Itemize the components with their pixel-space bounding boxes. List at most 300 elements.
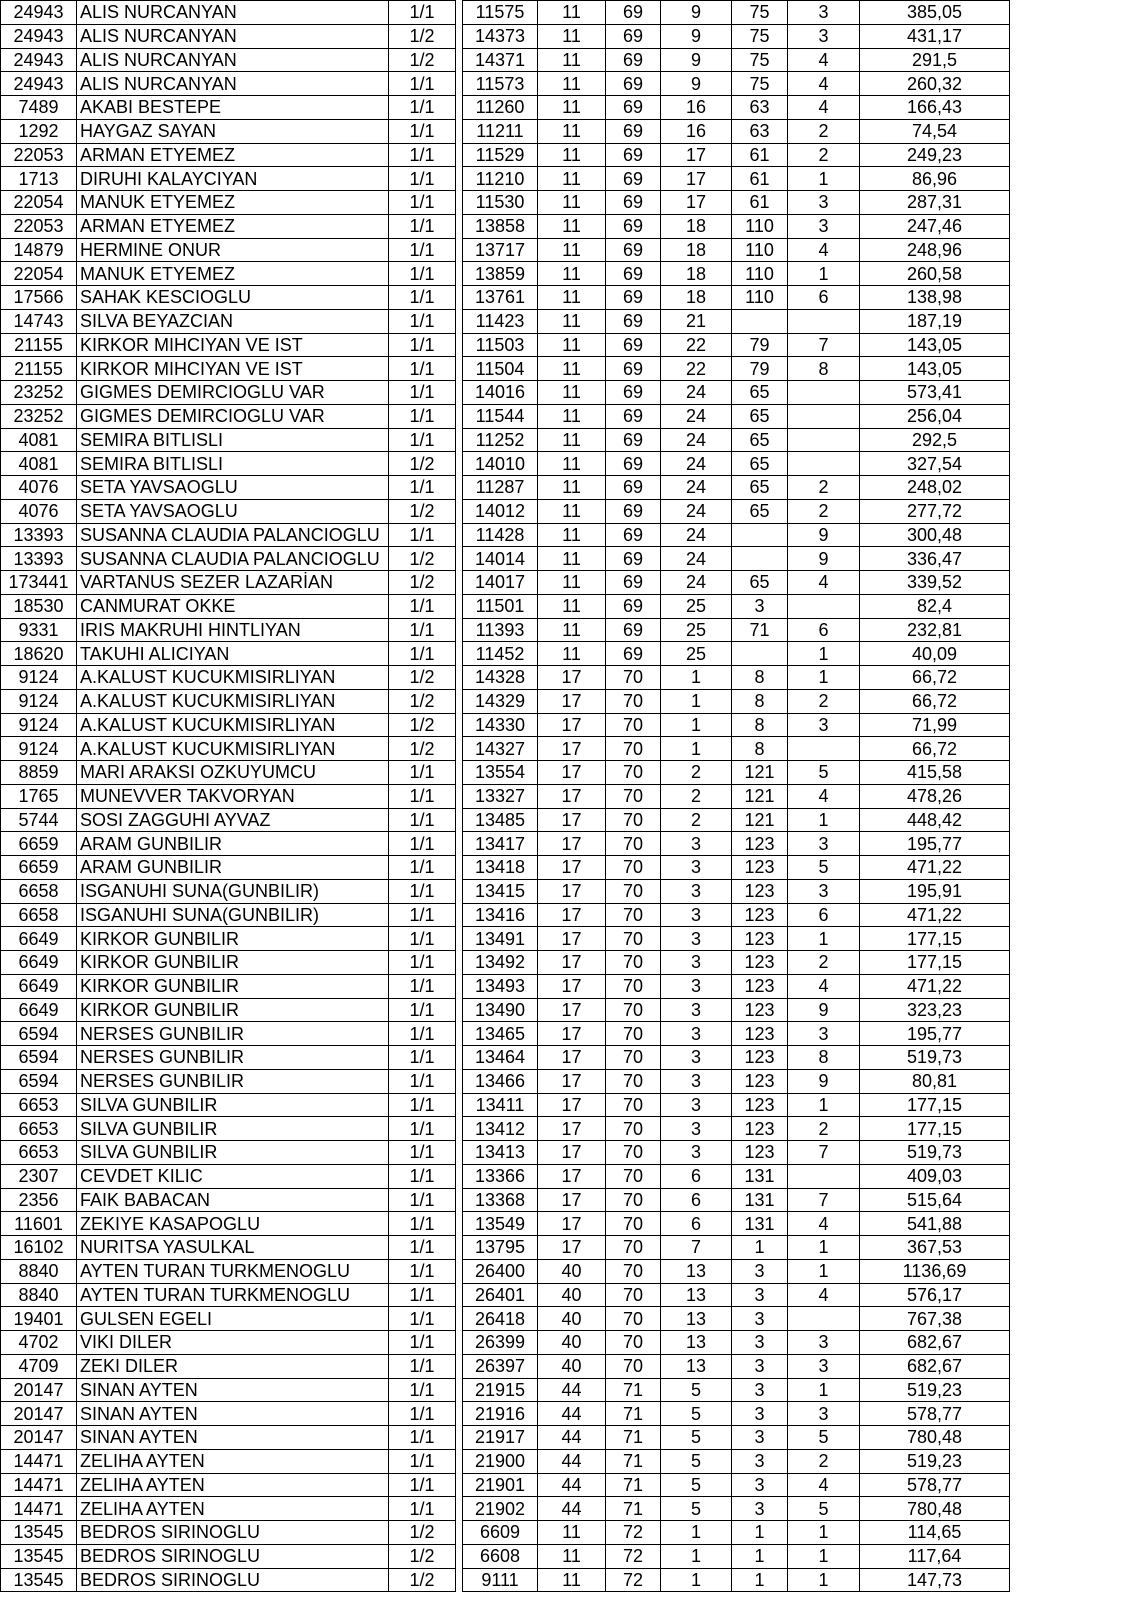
lot-cell: 123: [732, 832, 788, 856]
spacer-cell: [456, 642, 463, 666]
id-cell: 9124: [1, 666, 77, 690]
block-cell: 11: [538, 452, 606, 476]
spacer-cell: [456, 1544, 463, 1568]
floor-cell: 5: [788, 1497, 860, 1521]
spacer-cell: [456, 333, 463, 357]
share-cell: 1/2: [389, 452, 456, 476]
name-cell: VARTANUS SEZER LAZARİAN: [77, 571, 389, 595]
table-row: [1, 1426, 1010, 1450]
amount-cell: 471,22: [860, 856, 1010, 880]
id-cell: 24943: [1, 24, 77, 48]
parcel-no-cell: 14010: [463, 452, 538, 476]
id-cell: 4076: [1, 476, 77, 500]
map-cell: 69: [606, 452, 661, 476]
lot-cell: [732, 642, 788, 666]
spacer-cell: [456, 903, 463, 927]
table-row: [1, 1544, 1010, 1568]
table-row: [1, 1521, 1010, 1545]
parcel-no-cell: 26401: [463, 1283, 538, 1307]
table-row: [1, 784, 1010, 808]
name-cell: SUSANNA CLAUDIA PALANCIOGLU: [77, 523, 389, 547]
share-cell: 1/1: [389, 1, 456, 25]
amount-cell: 541,88: [860, 1212, 1010, 1236]
parcel-no-cell: 14329: [463, 689, 538, 713]
amount-cell: 1136,69: [860, 1259, 1010, 1283]
id-cell: 9124: [1, 737, 77, 761]
id-cell: 14471: [1, 1449, 77, 1473]
parcel-cell: 13: [661, 1307, 732, 1331]
name-cell: SINAN AYTEN: [77, 1426, 389, 1450]
floor-cell: 1: [788, 666, 860, 690]
map-cell: 71: [606, 1426, 661, 1450]
share-cell: 1/1: [389, 1402, 456, 1426]
name-cell: SILVA BEYAZCIAN: [77, 309, 389, 333]
amount-cell: 260,58: [860, 262, 1010, 286]
floor-cell: [788, 1307, 860, 1331]
amount-cell: 578,77: [860, 1402, 1010, 1426]
block-cell: 17: [538, 1022, 606, 1046]
parcel-cell: 25: [661, 594, 732, 618]
spacer-cell: [456, 618, 463, 642]
parcel-no-cell: 26399: [463, 1331, 538, 1355]
block-cell: 11: [538, 191, 606, 215]
table-row: [1, 951, 1010, 975]
spacer-cell: [456, 547, 463, 571]
amount-cell: 300,48: [860, 523, 1010, 547]
floor-cell: 4: [788, 974, 860, 998]
block-cell: 17: [538, 737, 606, 761]
id-cell: 8859: [1, 761, 77, 785]
lot-cell: 3: [732, 1354, 788, 1378]
parcel-cell: 6: [661, 1188, 732, 1212]
floor-cell: 1: [788, 1378, 860, 1402]
id-cell: 4702: [1, 1331, 77, 1355]
block-cell: 11: [538, 1, 606, 25]
id-cell: 21155: [1, 357, 77, 381]
name-cell: DIRUHI KALAYCIYAN: [77, 167, 389, 191]
floor-cell: 2: [788, 476, 860, 500]
lot-cell: 65: [732, 571, 788, 595]
block-cell: 17: [538, 951, 606, 975]
parcel-cell: 2: [661, 784, 732, 808]
share-cell: 1/2: [389, 499, 456, 523]
parcel-cell: 3: [661, 998, 732, 1022]
parcel-cell: 1: [661, 737, 732, 761]
floor-cell: 1: [788, 262, 860, 286]
floor-cell: 1: [788, 1259, 860, 1283]
spacer-cell: [456, 48, 463, 72]
block-cell: 11: [538, 476, 606, 500]
name-cell: A.KALUST KUCUKMISIRLIYAN: [77, 737, 389, 761]
lot-cell: 121: [732, 784, 788, 808]
parcel-cell: 22: [661, 333, 732, 357]
parcel-cell: 13: [661, 1259, 732, 1283]
share-cell: 1/1: [389, 1354, 456, 1378]
parcel-no-cell: 14328: [463, 666, 538, 690]
name-cell: SEMIRA BITLISLI: [77, 428, 389, 452]
spacer-cell: [456, 856, 463, 880]
share-cell: 1/1: [389, 143, 456, 167]
block-cell: 11: [538, 571, 606, 595]
map-cell: 70: [606, 1093, 661, 1117]
parcel-cell: 3: [661, 1046, 732, 1070]
lot-cell: 123: [732, 927, 788, 951]
map-cell: 69: [606, 119, 661, 143]
map-cell: 72: [606, 1544, 661, 1568]
map-cell: 69: [606, 618, 661, 642]
lot-cell: 8: [732, 713, 788, 737]
parcel-no-cell: 13858: [463, 214, 538, 238]
lot-cell: 3: [732, 1402, 788, 1426]
id-cell: 20147: [1, 1378, 77, 1402]
name-cell: ZELIHA AYTEN: [77, 1473, 389, 1497]
parcel-cell: 24: [661, 523, 732, 547]
name-cell: SILVA GUNBILIR: [77, 1093, 389, 1117]
spacer-cell: [456, 666, 463, 690]
map-cell: 71: [606, 1402, 661, 1426]
spacer-cell: [456, 381, 463, 405]
table-row: [1, 1093, 1010, 1117]
map-cell: 70: [606, 832, 661, 856]
share-cell: 1/1: [389, 1117, 456, 1141]
block-cell: 17: [538, 832, 606, 856]
spacer-cell: [456, 713, 463, 737]
lot-cell: 110: [732, 262, 788, 286]
table-row: [1, 974, 1010, 998]
spacer-cell: [456, 191, 463, 215]
id-cell: 14471: [1, 1497, 77, 1521]
map-cell: 70: [606, 856, 661, 880]
amount-cell: 195,77: [860, 1022, 1010, 1046]
map-cell: 70: [606, 927, 661, 951]
parcel-no-cell: 11428: [463, 523, 538, 547]
floor-cell: 3: [788, 1022, 860, 1046]
map-cell: 69: [606, 357, 661, 381]
map-cell: 72: [606, 1521, 661, 1545]
parcel-no-cell: 14330: [463, 713, 538, 737]
table-row: [1, 594, 1010, 618]
lot-cell: 121: [732, 808, 788, 832]
spacer-cell: [456, 286, 463, 310]
amount-cell: 576,17: [860, 1283, 1010, 1307]
name-cell: SEMIRA BITLISLI: [77, 452, 389, 476]
id-cell: 17566: [1, 286, 77, 310]
id-cell: 9124: [1, 689, 77, 713]
id-cell: 1765: [1, 784, 77, 808]
parcel-cell: 13: [661, 1331, 732, 1355]
id-cell: 20147: [1, 1426, 77, 1450]
amount-cell: 138,98: [860, 286, 1010, 310]
name-cell: AKABI BESTEPE: [77, 96, 389, 120]
amount-cell: 232,81: [860, 618, 1010, 642]
map-cell: 72: [606, 1568, 661, 1592]
parcel-no-cell: 14327: [463, 737, 538, 761]
parcel-cell: 3: [661, 903, 732, 927]
spacer-cell: [456, 499, 463, 523]
parcel-cell: 24: [661, 499, 732, 523]
parcel-no-cell: 21902: [463, 1497, 538, 1521]
table-row: [1, 1, 1010, 25]
parcel-cell: 2: [661, 808, 732, 832]
name-cell: ARMAN ETYEMEZ: [77, 214, 389, 238]
amount-cell: 478,26: [860, 784, 1010, 808]
parcel-no-cell: 13465: [463, 1022, 538, 1046]
spacer-cell: [456, 832, 463, 856]
table-row: [1, 832, 1010, 856]
spacer-cell: [456, 1069, 463, 1093]
block-cell: 11: [538, 309, 606, 333]
share-cell: 1/2: [389, 737, 456, 761]
table-row: [1, 713, 1010, 737]
map-cell: 70: [606, 951, 661, 975]
amount-cell: 166,43: [860, 96, 1010, 120]
parcel-no-cell: 13549: [463, 1212, 538, 1236]
floor-cell: 1: [788, 927, 860, 951]
name-cell: ARMAN ETYEMEZ: [77, 143, 389, 167]
amount-cell: 291,5: [860, 48, 1010, 72]
block-cell: 17: [538, 879, 606, 903]
parcel-no-cell: 13413: [463, 1141, 538, 1165]
table-row: [1, 523, 1010, 547]
table-row: [1, 666, 1010, 690]
spacer-cell: [456, 1307, 463, 1331]
share-cell: 1/1: [389, 167, 456, 191]
block-cell: 11: [538, 286, 606, 310]
lot-cell: 123: [732, 1069, 788, 1093]
lot-cell: 65: [732, 499, 788, 523]
lot-cell: 3: [732, 1283, 788, 1307]
id-cell: 24943: [1, 48, 77, 72]
amount-cell: 339,52: [860, 571, 1010, 595]
parcel-no-cell: 26418: [463, 1307, 538, 1331]
spacer-cell: [456, 96, 463, 120]
spacer-cell: [456, 1497, 463, 1521]
lot-cell: 123: [732, 879, 788, 903]
parcel-cell: 7: [661, 1236, 732, 1260]
name-cell: ISGANUHI SUNA(GUNBILIR): [77, 903, 389, 927]
share-cell: 1/2: [389, 547, 456, 571]
lot-cell: 110: [732, 238, 788, 262]
share-cell: 1/1: [389, 1093, 456, 1117]
block-cell: 40: [538, 1354, 606, 1378]
table-row: [1, 381, 1010, 405]
block-cell: 11: [538, 404, 606, 428]
name-cell: CANMURAT OKKE: [77, 594, 389, 618]
spacer-cell: [456, 1426, 463, 1450]
lot-cell: 123: [732, 903, 788, 927]
id-cell: 9331: [1, 618, 77, 642]
share-cell: 1/1: [389, 476, 456, 500]
floor-cell: 4: [788, 1212, 860, 1236]
name-cell: KIRKOR MIHCIYAN VE IST: [77, 333, 389, 357]
lot-cell: 110: [732, 286, 788, 310]
name-cell: SINAN AYTEN: [77, 1378, 389, 1402]
block-cell: 17: [538, 1069, 606, 1093]
parcel-no-cell: 11530: [463, 191, 538, 215]
name-cell: SUSANNA CLAUDIA PALANCIOGLU: [77, 547, 389, 571]
share-cell: 1/1: [389, 1259, 456, 1283]
share-cell: 1/1: [389, 262, 456, 286]
lot-cell: 1: [732, 1521, 788, 1545]
share-cell: 1/2: [389, 24, 456, 48]
id-cell: 22053: [1, 214, 77, 238]
id-cell: 6659: [1, 856, 77, 880]
id-cell: 173441: [1, 571, 77, 595]
name-cell: ALIS NURCANYAN: [77, 48, 389, 72]
floor-cell: 4: [788, 1283, 860, 1307]
parcel-cell: 3: [661, 927, 732, 951]
parcel-no-cell: 11573: [463, 72, 538, 96]
id-cell: 6594: [1, 1046, 77, 1070]
id-cell: 18530: [1, 594, 77, 618]
floor-cell: 3: [788, 191, 860, 215]
map-cell: 70: [606, 689, 661, 713]
table-row: [1, 1046, 1010, 1070]
lot-cell: 75: [732, 24, 788, 48]
map-cell: 69: [606, 499, 661, 523]
table-row: [1, 1568, 1010, 1592]
map-cell: 69: [606, 214, 661, 238]
map-cell: 69: [606, 24, 661, 48]
parcel-no-cell: 13464: [463, 1046, 538, 1070]
amount-cell: 249,23: [860, 143, 1010, 167]
block-cell: 44: [538, 1449, 606, 1473]
map-cell: 70: [606, 1307, 661, 1331]
floor-cell: 6: [788, 618, 860, 642]
table-row: [1, 119, 1010, 143]
table-row: [1, 1236, 1010, 1260]
name-cell: SAHAK KESCIOGLU: [77, 286, 389, 310]
map-cell: 69: [606, 523, 661, 547]
name-cell: A.KALUST KUCUKMISIRLIYAN: [77, 689, 389, 713]
parcel-cell: 24: [661, 404, 732, 428]
share-cell: 1/1: [389, 404, 456, 428]
amount-cell: 147,73: [860, 1568, 1010, 1592]
name-cell: ISGANUHI SUNA(GUNBILIR): [77, 879, 389, 903]
block-cell: 17: [538, 666, 606, 690]
spacer-cell: [456, 951, 463, 975]
spacer-cell: [456, 737, 463, 761]
parcel-cell: 3: [661, 974, 732, 998]
parcel-cell: 18: [661, 214, 732, 238]
amount-cell: 117,64: [860, 1544, 1010, 1568]
map-cell: 69: [606, 333, 661, 357]
parcel-no-cell: 9111: [463, 1568, 538, 1592]
block-cell: 11: [538, 618, 606, 642]
amount-cell: 256,04: [860, 404, 1010, 428]
name-cell: GULSEN EGELI: [77, 1307, 389, 1331]
id-cell: 4081: [1, 452, 77, 476]
table-row: [1, 761, 1010, 785]
lot-cell: 65: [732, 452, 788, 476]
parcel-no-cell: 26400: [463, 1259, 538, 1283]
share-cell: 1/2: [389, 666, 456, 690]
name-cell: SETA YAVSAOGLU: [77, 476, 389, 500]
floor-cell: 7: [788, 1141, 860, 1165]
table-row: [1, 357, 1010, 381]
parcel-cell: 3: [661, 879, 732, 903]
name-cell: AYTEN TURAN TURKMENOGLU: [77, 1283, 389, 1307]
share-cell: 1/1: [389, 72, 456, 96]
id-cell: 11601: [1, 1212, 77, 1236]
parcel-no-cell: 21917: [463, 1426, 538, 1450]
block-cell: 11: [538, 523, 606, 547]
parcel-no-cell: 13717: [463, 238, 538, 262]
floor-cell: 4: [788, 48, 860, 72]
floor-cell: [788, 594, 860, 618]
block-cell: 17: [538, 927, 606, 951]
share-cell: 1/1: [389, 1164, 456, 1188]
share-cell: 1/1: [389, 594, 456, 618]
amount-cell: 292,5: [860, 428, 1010, 452]
map-cell: 70: [606, 666, 661, 690]
table-row: [1, 286, 1010, 310]
amount-cell: 195,91: [860, 879, 1010, 903]
amount-cell: 767,38: [860, 1307, 1010, 1331]
amount-cell: 519,23: [860, 1378, 1010, 1402]
name-cell: ZEKI DILER: [77, 1354, 389, 1378]
block-cell: 44: [538, 1378, 606, 1402]
lot-cell: 3: [732, 1307, 788, 1331]
map-cell: 69: [606, 594, 661, 618]
share-cell: 1/1: [389, 879, 456, 903]
table-row: [1, 1354, 1010, 1378]
map-cell: 69: [606, 476, 661, 500]
id-cell: 22054: [1, 191, 77, 215]
share-cell: 1/2: [389, 1568, 456, 1592]
name-cell: SINAN AYTEN: [77, 1402, 389, 1426]
block-cell: 17: [538, 1117, 606, 1141]
block-cell: 11: [538, 96, 606, 120]
block-cell: 17: [538, 761, 606, 785]
name-cell: HAYGAZ SAYAN: [77, 119, 389, 143]
floor-cell: 2: [788, 119, 860, 143]
parcel-no-cell: 26397: [463, 1354, 538, 1378]
name-cell: KIRKOR GUNBILIR: [77, 974, 389, 998]
table-row: [1, 191, 1010, 215]
parcel-cell: 22: [661, 357, 732, 381]
table-row: [1, 998, 1010, 1022]
floor-cell: 1: [788, 1093, 860, 1117]
share-cell: 1/1: [389, 1331, 456, 1355]
lot-cell: 3: [732, 1449, 788, 1473]
spacer-cell: [456, 1188, 463, 1212]
parcel-cell: 16: [661, 119, 732, 143]
table-row: [1, 737, 1010, 761]
map-cell: 69: [606, 143, 661, 167]
id-cell: 9124: [1, 713, 77, 737]
parcel-cell: 17: [661, 167, 732, 191]
parcel-cell: 5: [661, 1449, 732, 1473]
table-row: [1, 1212, 1010, 1236]
share-cell: 1/1: [389, 1212, 456, 1236]
amount-cell: 519,23: [860, 1449, 1010, 1473]
amount-cell: 66,72: [860, 737, 1010, 761]
table-row: [1, 903, 1010, 927]
spacer-cell: [456, 927, 463, 951]
amount-cell: 82,4: [860, 594, 1010, 618]
spacer-cell: [456, 523, 463, 547]
table-row: [1, 618, 1010, 642]
parcel-cell: 3: [661, 832, 732, 856]
amount-cell: 367,53: [860, 1236, 1010, 1260]
id-cell: 6659: [1, 832, 77, 856]
floor-cell: 6: [788, 903, 860, 927]
map-cell: 70: [606, 879, 661, 903]
parcel-cell: 3: [661, 1117, 732, 1141]
records-table-body: [1, 1, 1010, 1592]
floor-cell: 7: [788, 1188, 860, 1212]
